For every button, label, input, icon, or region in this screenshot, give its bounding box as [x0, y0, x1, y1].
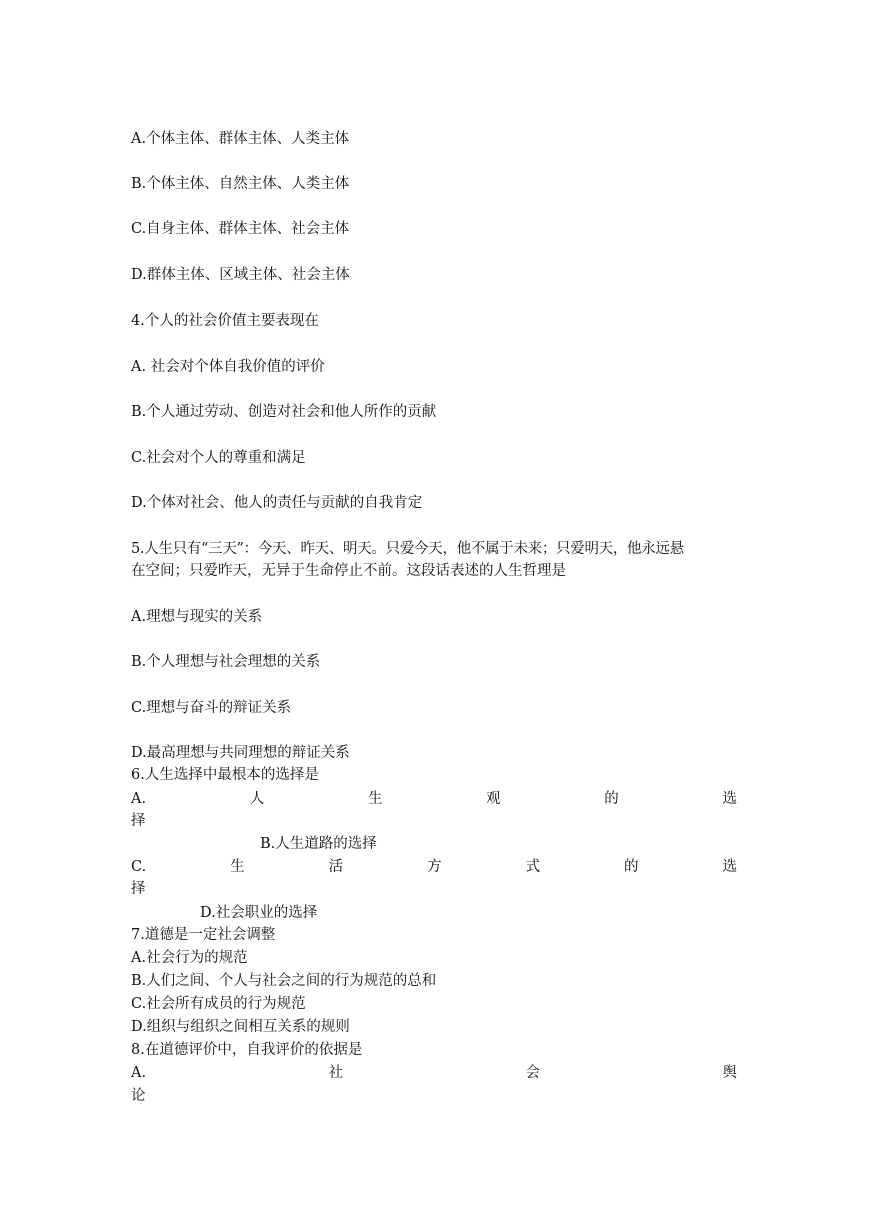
q6-option-c-char: 选	[722, 859, 737, 875]
q5-option-b: B.个人理想与社会理想的关系	[131, 654, 321, 670]
q8-option-a-tail: 论	[131, 1088, 146, 1104]
q6-option-c	[131, 857, 737, 877]
q6-option-c-char: C.	[131, 859, 147, 875]
q3-option-b: B.个体主体、自然主体、人类主体	[131, 176, 350, 192]
q7-option-d: D.组织与组织之间相互关系的规则	[131, 1019, 350, 1035]
q6-option-a-char: 生	[367, 791, 383, 807]
q3-option-c: C.自身主体、群体主体、社会主体	[131, 221, 350, 237]
q7-option-c: C.社会所有成员的行为规范	[131, 996, 306, 1012]
q6-option-a-tail: 择	[131, 813, 146, 829]
q4-option-b: B.个人通过劳动、创造对社会和他人所作的贡献	[131, 404, 437, 420]
q6-option-a-char: 的	[604, 791, 619, 807]
q8-option-a-char: 舆	[722, 1065, 737, 1081]
q6-option-a-char: 选	[722, 791, 737, 807]
q4-option-d: D.个体对社会、他人的责任与贡献的自我肯定	[131, 495, 423, 511]
q6-option-c-char: 式	[525, 859, 541, 875]
q6-option-a-char: 人	[249, 791, 265, 807]
q6-option-c-char: 的	[624, 859, 639, 875]
q6-stem: 6.人生选择中最根本的选择是	[131, 767, 319, 783]
q8-stem: 8.在道德评价中，自我评价的依据是	[131, 1042, 363, 1058]
q5-option-a: A.理想与现实的关系	[131, 609, 263, 625]
q6-option-c-char: 生	[230, 859, 245, 875]
q5-option-d: D.最高理想与共同理想的辩证关系	[131, 745, 350, 761]
q6-option-c-tail: 择	[131, 881, 146, 897]
q8-option-a-char: 社	[328, 1065, 344, 1081]
q5-stem-line-1: 5.人生只有“三天”：今天、昨天、明天。只爱今天，他不属于未来；只爱明天，他永远悬	[131, 541, 684, 557]
q7-option-b: B.人们之间、个人与社会之间的行为规范的总和	[131, 973, 437, 989]
q5-stem-line-2: 在空间；只爱昨天，无异于生命停止不前。这段话表述的人生哲理是	[131, 563, 566, 579]
q7-stem: 7.道德是一定社会调整	[131, 927, 276, 943]
q4-stem: 4.个人的社会价值主要表现在	[131, 313, 319, 329]
q6-option-d: D.社会职业的选择	[200, 905, 318, 921]
q8-option-a-char: A.	[131, 1065, 147, 1081]
q6-option-a-char: 观	[486, 791, 501, 807]
q8-option-a-char: 会	[525, 1065, 541, 1081]
q3-option-d: D.群体主体、区域主体、社会主体	[131, 267, 350, 283]
q6-option-a-char: A.	[131, 791, 147, 807]
q8-option-a	[131, 1063, 737, 1083]
q6-option-a	[131, 789, 737, 809]
q5-option-c: C.理想与奋斗的辩证关系	[131, 700, 292, 716]
q7-option-a: A.社会行为的规范	[131, 950, 248, 966]
q3-option-a: A.个体主体、群体主体、人类主体	[131, 131, 350, 147]
q6-option-b: B.人生道路的选择	[260, 836, 377, 852]
q4-option-a: A. 社会对个体自我价值的评价	[131, 359, 325, 375]
q6-option-c-char: 方	[427, 859, 442, 875]
q6-option-c-char: 活	[328, 859, 344, 875]
q4-option-c: C.社会对个人的尊重和满足	[131, 450, 306, 466]
